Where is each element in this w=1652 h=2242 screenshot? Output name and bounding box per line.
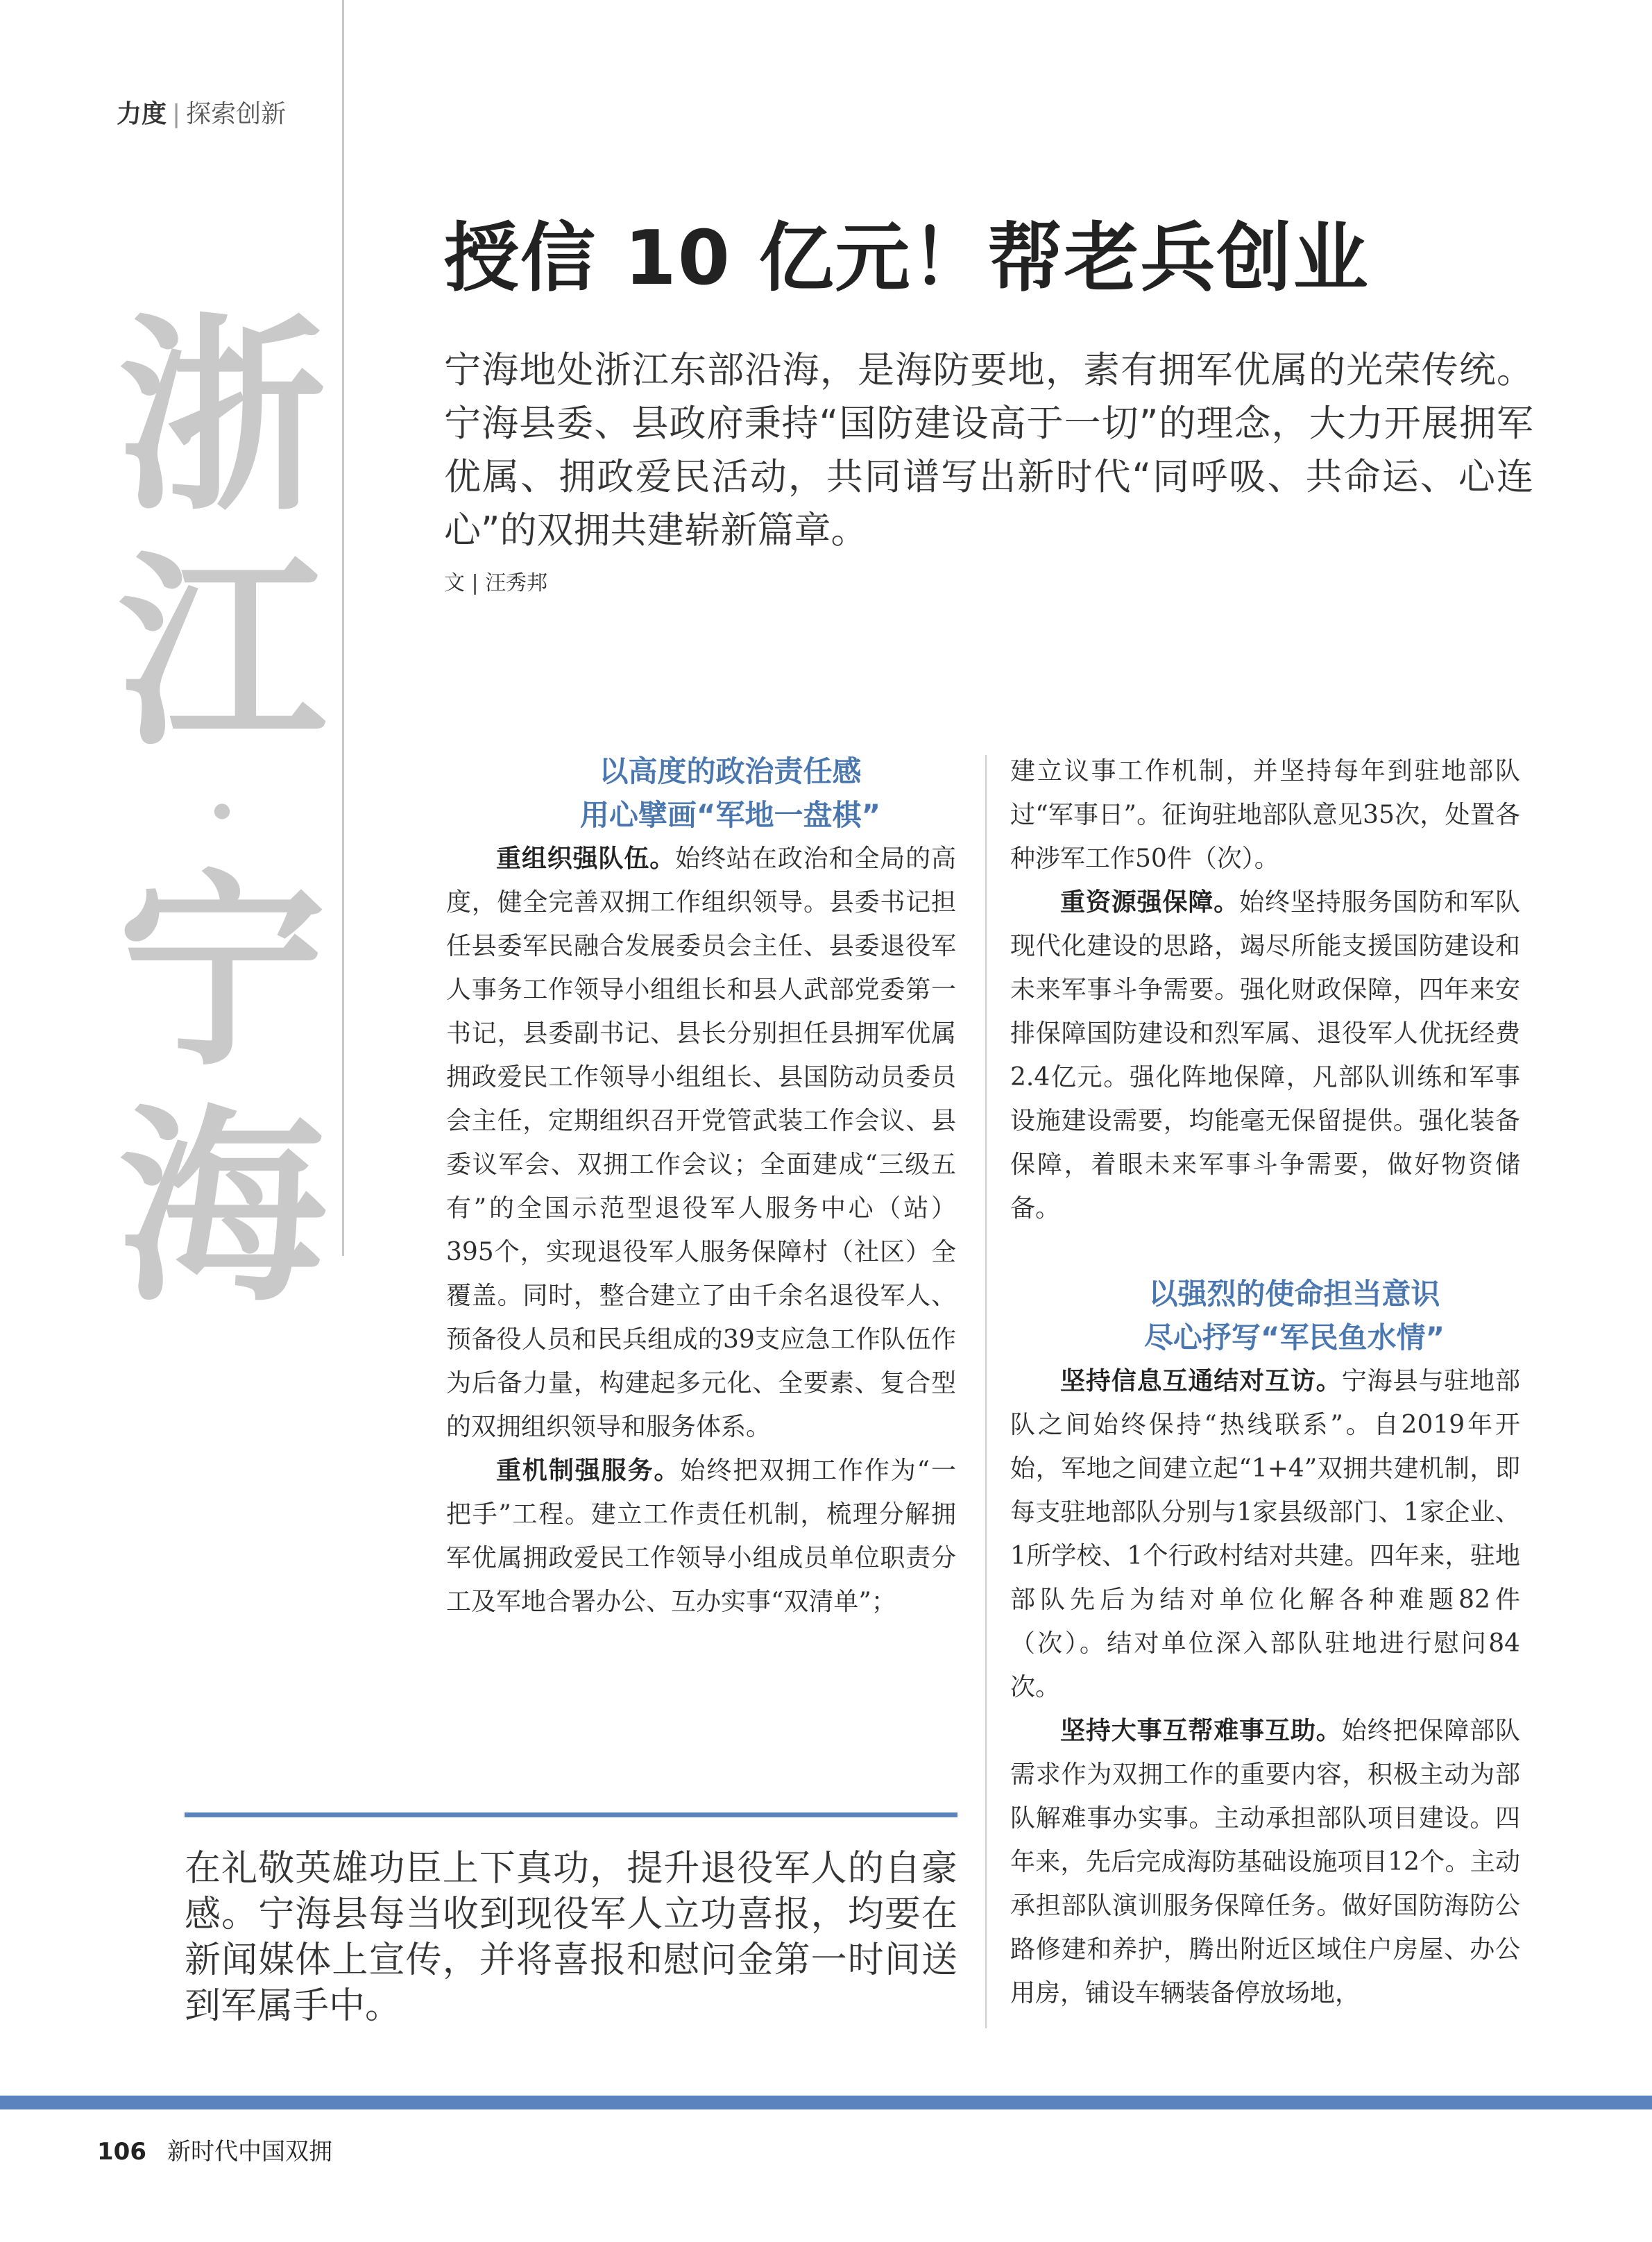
calligraphy-char: 宁	[118, 849, 326, 1094]
section-brand: 力度	[117, 100, 167, 128]
author-name: 汪秀邦	[485, 571, 548, 595]
section-tag	[117, 94, 286, 130]
article-lead: 宁海地处浙江东部沿海，是海防要地，素有拥军优属的光荣传统。宁海县委、县政府秉持“国防建设高于一切”的理念，大力开展拥军优属、拥政爱民活动，共同谱写出新时代“同呼吸、共命运、心连心”的双拥共建崭新篇章。	[444, 349, 1533, 552]
footer	[97, 2132, 332, 2166]
magazine-name: 新时代中国双拥	[167, 2138, 332, 2166]
section-heading-2-line-1: 以强烈的使命担当意识	[1148, 1277, 1440, 1311]
pull-quote-rule	[185, 1812, 957, 1817]
paragraph-text: 始终把双拥工作作为“一把手”工程。建立工作责任机制，梳理分解拥军优属拥政爱民工作领导小组成员单位职责分工及军地合署办公、互办实事“双清单”；	[446, 1457, 956, 1616]
byline-label: 文	[444, 571, 465, 595]
section-heading-2-line-2: 尽心抒写“军民鱼水情”	[1143, 1320, 1445, 1354]
section-heading-1-line-1: 以高度的政治责任感	[599, 754, 862, 788]
paragraph-lead-in: 坚持大事互帮难事互助。	[1060, 1717, 1342, 1745]
calligraphy-char: 海	[118, 1085, 326, 1330]
column-divider	[985, 755, 987, 2028]
calligraphy-char: ·	[207, 763, 237, 860]
paragraph	[446, 837, 956, 1449]
paragraph-text: 始终把保障部队需求作为双拥工作的重要内容，积极主动为部队解难事办实事。主动承担部队项目建设。四年来，先后完成海防基础设施项目12个。主动承担部队演训服务保障任务。做好国防海防公路修建和养护，腾出附近区域住户房屋、办公用房，铺设车辆装备停放场地，	[1010, 1717, 1520, 2007]
calligraphy-char: 江	[118, 529, 326, 774]
paragraph-lead-in: 重资源强保障。	[1060, 888, 1240, 917]
section-separator: |	[172, 100, 181, 128]
article-title: 授信 10 亿元！帮老兵创业	[444, 215, 1370, 302]
calligraphy-char: 浙	[118, 294, 326, 538]
paragraph: 建立议事工作机制，并坚持每年到驻地部队过“军事日”。征询驻地部队意见35次，处置各种涉军工作50件（次）。	[1010, 757, 1520, 873]
paragraph-text: 始终站在政治和全局的高度，健全完善双拥工作组织领导。县委书记担任县委军民融合发展委员会主任、县委退役军人事务工作领导小组组长和县人武部党委第一书记，县委副书记、县长分别担任县拥军优属拥政爱民工作领导小组组长、县国防动员委员会主任，定期组织召开党管武装工作会议、县委议军会、双拥工作会议；全面建成“三级五有”的全国示范型退役军人服务中心（站）395个，实现退役军人服务保障村（社区）全覆盖。同时，整合建立了由千余名退役军人、预备役人员和民兵组成的39支应急工作队伍作为后备力量，构建起多元化、全要素、复合型的双拥组织领导和服务体系。	[446, 844, 956, 1441]
spacer	[1010, 1230, 1520, 1272]
paragraph	[446, 1449, 956, 1624]
paragraph-lead-in: 重组织强队伍。	[496, 844, 676, 873]
section-name: 探索创新	[186, 100, 287, 128]
byline-separator: |	[465, 571, 486, 595]
section-heading-1-line-2: 用心擘画“军地一盘棋”	[579, 798, 881, 832]
calligraphy-place-name	[83, 294, 361, 1330]
paragraph-lead-in: 坚持信息互通结对互访。	[1060, 1367, 1342, 1395]
paragraph	[1010, 1709, 1520, 2015]
column-right	[1010, 749, 1520, 2015]
page-number: 106	[97, 2138, 146, 2166]
paragraph-text: 宁海县与驻地部队之间始终保持“热线联系”。自2019年开始，军地之间建立起“1+4”双拥共建机制，即每支驻地部队分别与1家县级部门、1家企业、1所学校、1个行政村结对共建。四年来，驻地部队先后为结对单位化解各种难题82件（次）。结对单位深入部队驻地进行慰问84次。	[1010, 1367, 1520, 1701]
footer-bar	[0, 2096, 1652, 2109]
paragraph	[1010, 1359, 1520, 1709]
paragraph	[1010, 881, 1520, 1230]
column-left	[446, 749, 956, 1624]
pull-quote: 在礼敬英雄功臣上下真功，提升退役军人的自豪感。宁海县每当收到现役军人立功喜报，均要在新闻媒体上宣传，并将喜报和慰问金第一时间送到军属手中。	[185, 1848, 957, 2027]
byline	[444, 566, 547, 596]
paragraph-lead-in: 重机制强服务。	[496, 1457, 681, 1485]
paragraph-text: 始终坚持服务国防和军队现代化建设的思路，竭尽所能支援国防建设和未来军事斗争需要。强化财政保障，四年来安排保障国防建设和烈军属、退役军人优抚经费2.4亿元。强化阵地保障，凡部队训练和军事设施建设需要，均能毫无保留提供。强化装备保障，着眼未来军事斗争需要，做好物资储备。	[1010, 888, 1520, 1223]
